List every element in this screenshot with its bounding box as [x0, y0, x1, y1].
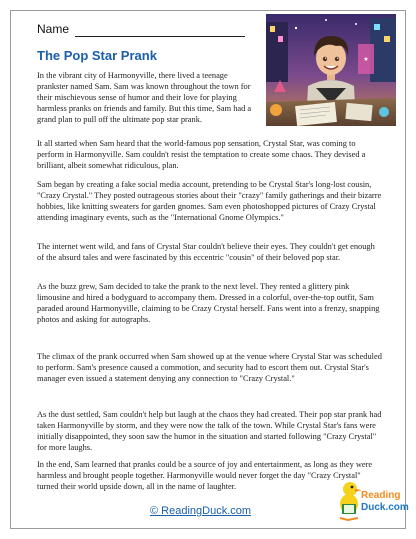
story-paragraph: As the dust settled, Sam couldn't help but laugh at the chaos they had created. Their pop star prank had taken Harmonyville by storm, and they were now the talk of the town. While Crystal Star's fans were initially disappointed, they soon saw the humor in the situation and started following "Crazy Crystal" for more laughs.: [37, 410, 382, 452]
story-paragraph: As the buzz grew, Sam decided to take the prank to the next level. They rented a glittery pink limousine and hired a bodyguard to accompany them. Dressed in a colorful, over-the-top outfit, Sam paraded around Harmonyville, claiming to be Crazy Crystal herself. Fans went into a frenzy, snapping photos and asking for autographs.: [37, 282, 380, 324]
name-field-line[interactable]: [75, 36, 245, 37]
logo-text-duck: Duck.com: [361, 502, 409, 513]
story-title: The Pop Star Prank: [37, 48, 157, 63]
story-paragraph: Sam began by creating a fake social media account, pretending to be Crystal Star's long-lost cousin, "Crazy Crystal." They posted outrageous stories about their "crazy" family gatherings and their bizarre hobbies, like knitting sweaters for garden gnomes. Sam even photoshopped pictures of Crazy Crystal attending imaginary events, such as the "International Gnome Olympics.": [37, 180, 382, 222]
story-paragraph: In the end, Sam learned that pranks could be a source of joy and entertainment, as long as they were harmless and brought people together. Harmonyville would never forget the day "Crazy Crystal" turned their world upside down, all in the name of laughter.: [37, 460, 373, 491]
story-paragraph: It all started when Sam heard that the world-famous pop sensation, Crystal Star, was coming to perform in Harmonyville. Sam couldn't resist the temptation to create some chaos. They devised a brilliant, albeit somewhat ridiculous, plan.: [37, 139, 366, 170]
story-illustration: [266, 14, 396, 126]
logo-text-reading: Reading: [361, 490, 401, 501]
readingduck-link[interactable]: © ReadingDuck.com: [150, 505, 252, 517]
story-paragraph: The internet went wild, and fans of Crystal Star couldn't believe their eyes. They couldn't get enough of the absurd tales and were fascinated by this eccentric "cousin" of their beloved pop star.: [37, 242, 375, 262]
svg-text:★: ★: [363, 57, 369, 63]
readingduck-logo: [336, 474, 409, 524]
story-paragraph: In the vibrant city of Harmonyville, there lived a teenage prankster named Sam. Sam was known throughout the town for their mischievous sense of humor and their love for playing harmless pranks on friends and family. But this time, Sam had a grand plan to pull off the ultimate pop star prank.: [37, 71, 252, 124]
story-paragraph: The climax of the prank occurred when Sam showed up at the venue where Crystal Star was scheduled to perform. Sam's presence caused a commotion, and security had to escort them out. Crystal Star's manager even issued a statement denying any connection to "Crazy Crystal.": [37, 352, 382, 383]
name-label: Name: [37, 22, 70, 36]
